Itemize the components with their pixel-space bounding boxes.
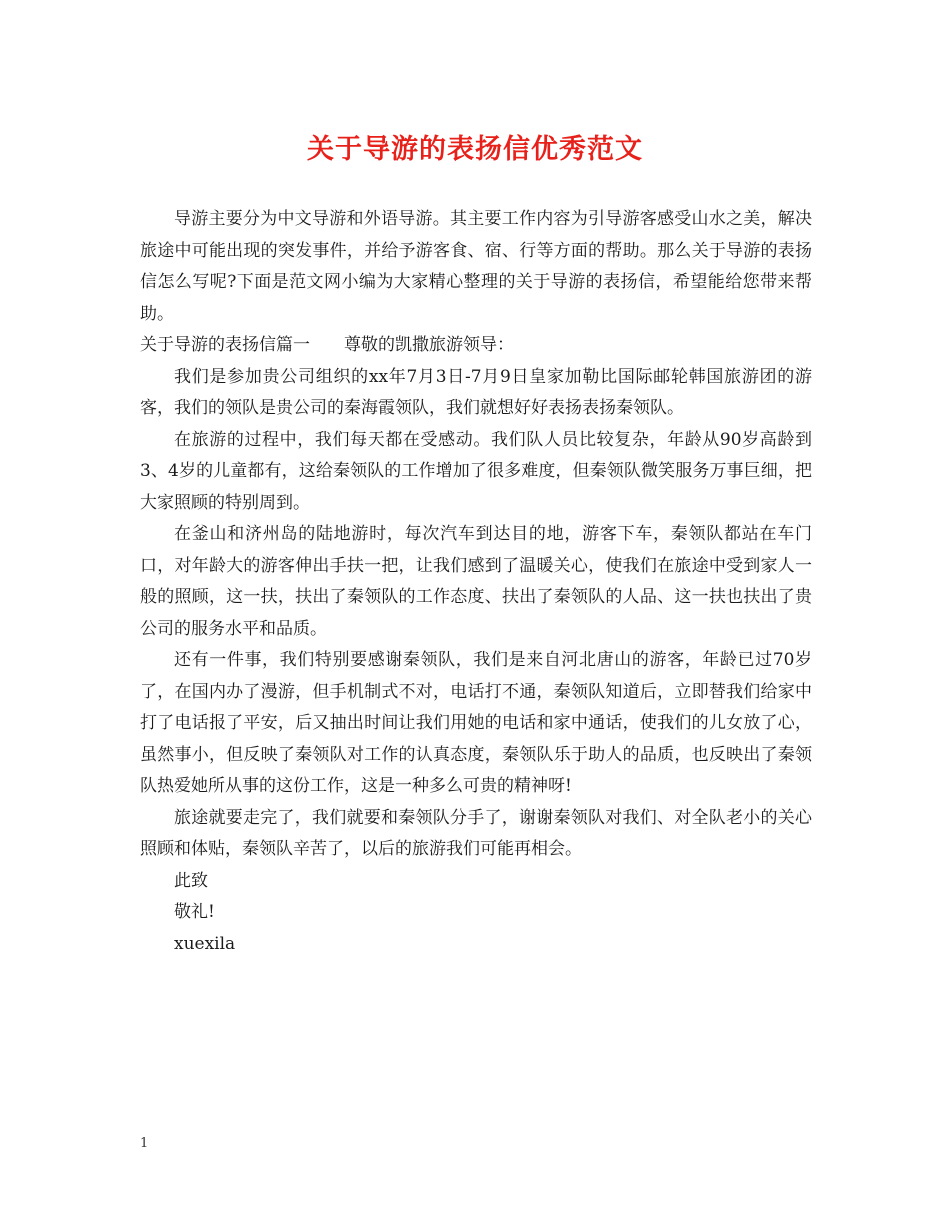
greeting: 尊敬的凯撒旅游领导： <box>344 335 514 355</box>
letter-paragraph-3: 在釜山和济州岛的陆地游时，每次汽车到达目的地，游客下车，秦领队都站在车门口，对年龄大的游客伸出手扶一把，让我们感到了温暖关心，使我们在旅途中受到家人一般的照顾，这一扶，扶出了秦领队的工作态度、扶出了秦领队的人品、这一扶也扶出了贵公司的服务水平和品质。 <box>140 524 812 639</box>
signature: xuexila <box>174 933 236 954</box>
section-heading: 关于导游的表扬信篇一 <box>140 335 310 355</box>
letter-body <box>140 204 812 960</box>
salute-line: 敬礼! <box>174 902 215 922</box>
letter-paragraph-1: 我们是参加贵公司组织的xx年7月3日-7月9日皇家加勒比国际邮轮韩国旅游团的游客，我们的领队是贵公司的秦海霞领队，我们就想好好表扬表扬秦领队。 <box>140 366 812 418</box>
closing-line: 此致 <box>174 870 208 891</box>
section-heading-line <box>140 330 812 362</box>
letter-paragraph-2: 在旅游的过程中，我们每天都在受感动。我们队人员比较复杂，年龄从90岁高龄到3、4岁的儿童都有，这给秦领队的工作增加了很多难度，但秦领队微笑服务万事巨细，把大家照顾的特别周到。 <box>140 429 812 513</box>
letter-paragraph-5: 旅途就要走完了，我们就要和秦领队分手了，谢谢秦领队对我们、对全队老小的关心照顾和体贴，秦领队辛苦了，以后的旅游我们可能再相会。 <box>140 807 812 859</box>
document-title: 关于导游的表扬信优秀范文 <box>307 134 643 165</box>
intro-paragraph: 导游主要分为中文导游和外语导游。其主要工作内容为引导游客感受山水之美，解决旅途中可能出现的突发事件，并给予游客食、宿、行等方面的帮助。那么关于导游的表扬信怎么写呢?下面是范文网小编为大家精心整理的关于导游的表扬信，希望能给您带来帮助。 <box>140 209 812 324</box>
letter-paragraph-4: 还有一件事，我们特别要感谢秦领队，我们是来自河北唐山的游客，年龄已过70岁了，在国内办了漫游，但手机制式不对，电话打不通，秦领队知道后，立即替我们给家中打了电话报了平安，后又抽出时间让我们用她的电话和家中通话，使我们的儿女放了心，虽然事小，但反映了秦领队对工作的认真态度，秦领队乐于助人的品质，也反映出了秦领队热爱她所从事的这份工作，这是一种多么可贵的精神呀! <box>140 650 812 796</box>
page-number: 1 <box>140 1136 149 1151</box>
